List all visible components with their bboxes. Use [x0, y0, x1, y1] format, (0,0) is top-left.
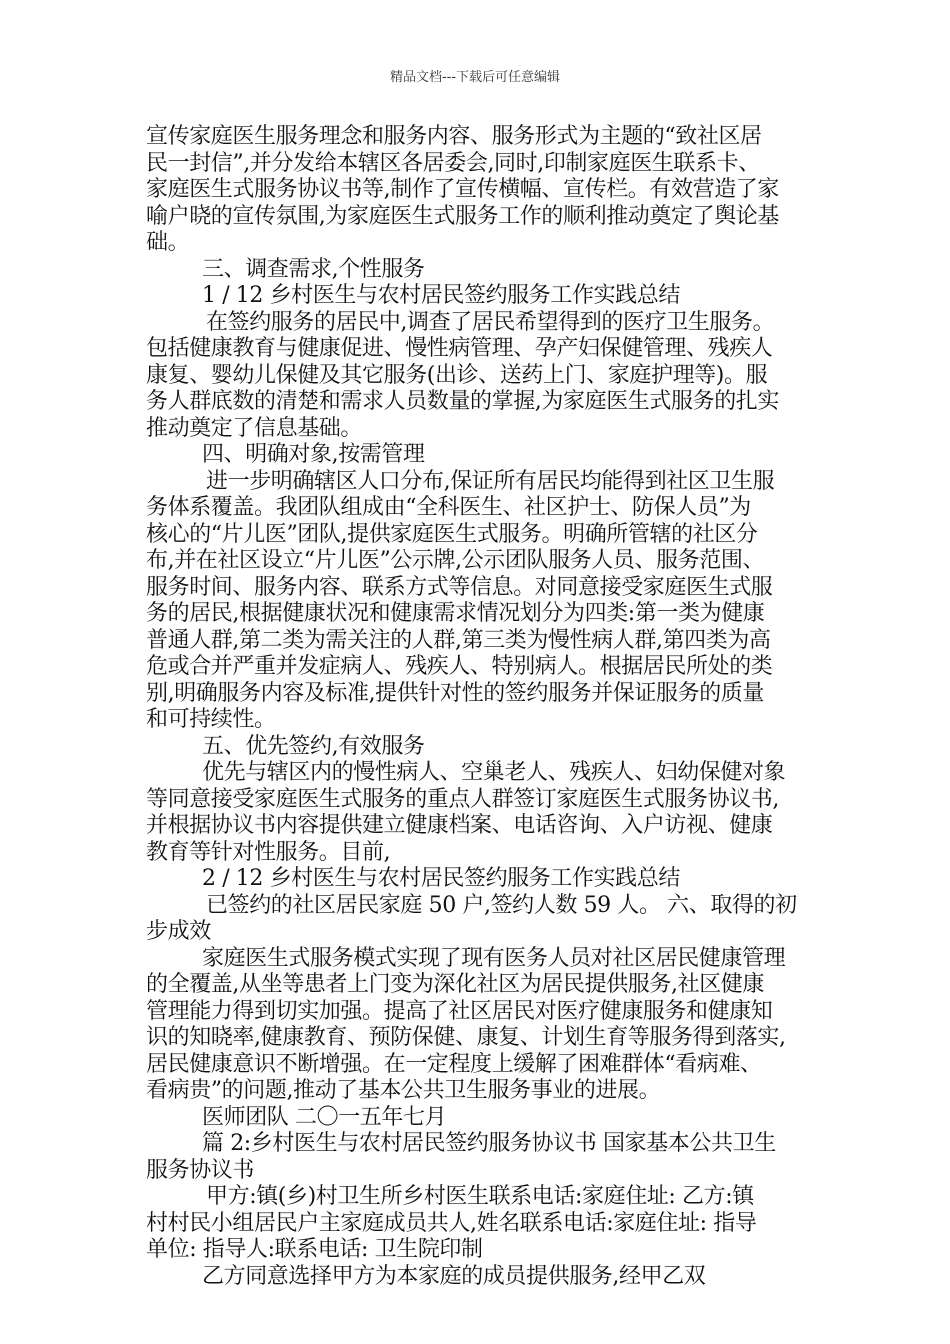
text-line: 并根据协议书内容提供建立健康档案、电话咨询、入户访视、健康 [146, 813, 773, 838]
text-line: 家庭医生式服务模式实现了现有医务人员对社区居民健康管理 [202, 945, 786, 971]
text-line: 布,并在社区设立“片儿医”公示牌,公示团队服务人员、服务范围、 [146, 548, 765, 573]
text-line: 已签约的社区居民家庭 50 户,签约人数 59 人。 六、取得的初 [206, 892, 797, 918]
text-line: 务人群底数的清楚和需求人员数量的掌握,为家庭医生式服务的扎实 [146, 389, 779, 414]
text-line: 包括健康教育与健康促进、慢性病管理、孕产妇保健管理、残疾人 [146, 336, 773, 361]
text-line: 础。 [146, 230, 190, 255]
document-body [146, 124, 814, 1290]
text-line: 喻户晓的宣传氛围,为家庭医生式服务工作的顺利推动奠定了舆论基 [146, 203, 779, 229]
text-line: 居民健康意识不断增强。在一定程度上缓解了困难群体“看病难、 [146, 1051, 762, 1077]
text-line: 优先与辖区内的慢性病人、空巢老人、残疾人、妇幼保健对象 [202, 760, 786, 785]
text-line: 1 / 12 乡村医生与农村居民签约服务工作实践总结 [202, 283, 680, 308]
text-line: 务的居民,根据健康状况和健康需求情况划分为四类:第一类为健康 [146, 601, 765, 626]
text-line: 别,明确服务内容及标准,提供针对性的签约服务并保证服务的质量 [146, 680, 764, 706]
text-line: 民一封信”,并分发给本辖区各居委会,同时,印制家庭医生联系卡、 [146, 150, 760, 176]
text-line: 康复、婴幼儿保健及其它服务(出诊、送药上门、家庭护理等)。服 [146, 362, 768, 388]
text-line: 篇 2:乡村医生与农村居民签约服务协议书 国家基本公共卫生 [202, 1131, 776, 1156]
text-line: 和可持续性。 [146, 707, 276, 732]
text-line: 甲方:镇(乡)村卫生所乡村医生联系电话:家庭住址: 乙方:镇 [206, 1184, 754, 1209]
text-line: 医师团队 二〇一五年七月 [202, 1104, 447, 1130]
text-line: 推动奠定了信息基础。 [146, 415, 363, 441]
text-line: 乙方同意选择甲方为本家庭的成员提供服务,经甲乙双 [202, 1263, 706, 1289]
text-line: 单位: 指导人:联系电话: 卫生院印制 [146, 1237, 483, 1262]
text-line: 在签约服务的居民中,调查了居民希望得到的医疗卫生服务。 [206, 309, 775, 335]
text-line: 等同意接受家庭医生式服务的重点人群签订家庭医生式服务协议书, [146, 786, 779, 812]
text-line: 务体系覆盖。我团队组成由“全科医生、社区护士、防保人员”为 [146, 495, 751, 520]
text-line: 四、明确对象,按需管理 [202, 442, 425, 467]
text-line: 识的知晓率,健康教育、预防保健、康复、计划生育等服务得到落实, [146, 1025, 786, 1050]
text-line: 普通人群,第二类为需关注的人群,第三类为慢性病人群,第四类为高 [146, 627, 771, 653]
text-line: 管理能力得到切实加强。提高了社区居民对医疗健康服务和健康知 [146, 998, 773, 1024]
text-line: 2 / 12 乡村医生与农村居民签约服务工作实践总结 [202, 866, 680, 891]
text-line: 五、优先签约,有效服务 [202, 733, 425, 759]
text-line: 服务协议书 [146, 1157, 255, 1183]
text-line: 服务时间、服务内容、联系方式等信息。对同意接受家庭医生式服 [146, 574, 773, 600]
text-line: 村村民小组居民户主家庭成员共人,姓名联系电话:家庭住址: 指导 [146, 1210, 757, 1236]
text-line: 步成效 [146, 919, 211, 944]
page-header: 精品文档---下载后可任意编辑 [389, 70, 561, 85]
text-line: 宣传家庭医生服务理念和服务内容、服务形式为主题的“致社区居 [146, 124, 762, 149]
text-line: 核心的“片儿医”团队,提供家庭医生式服务。明确所管辖的社区分 [146, 521, 758, 547]
text-line: 进一步明确辖区人口分布,保证所有居民均能得到社区卫生服 [206, 468, 775, 494]
text-line: 危或合并严重并发症病人、残疾人、特别病人。根据居民所处的类 [146, 654, 773, 679]
text-line: 的全覆盖,从坐等患者上门变为深化社区为居民提供服务,社区健康 [146, 972, 764, 997]
text-line: 看病贵”的问题,推动了基本公共卫生服务事业的进展。 [146, 1078, 661, 1103]
text-line: 三、调查需求,个性服务 [202, 256, 425, 282]
text-line: 教育等针对性服务。目前, [146, 839, 391, 865]
text-line: 家庭医生式服务协议书等,制作了宣传横幅、宣传栏。有效营造了家 [146, 177, 779, 202]
